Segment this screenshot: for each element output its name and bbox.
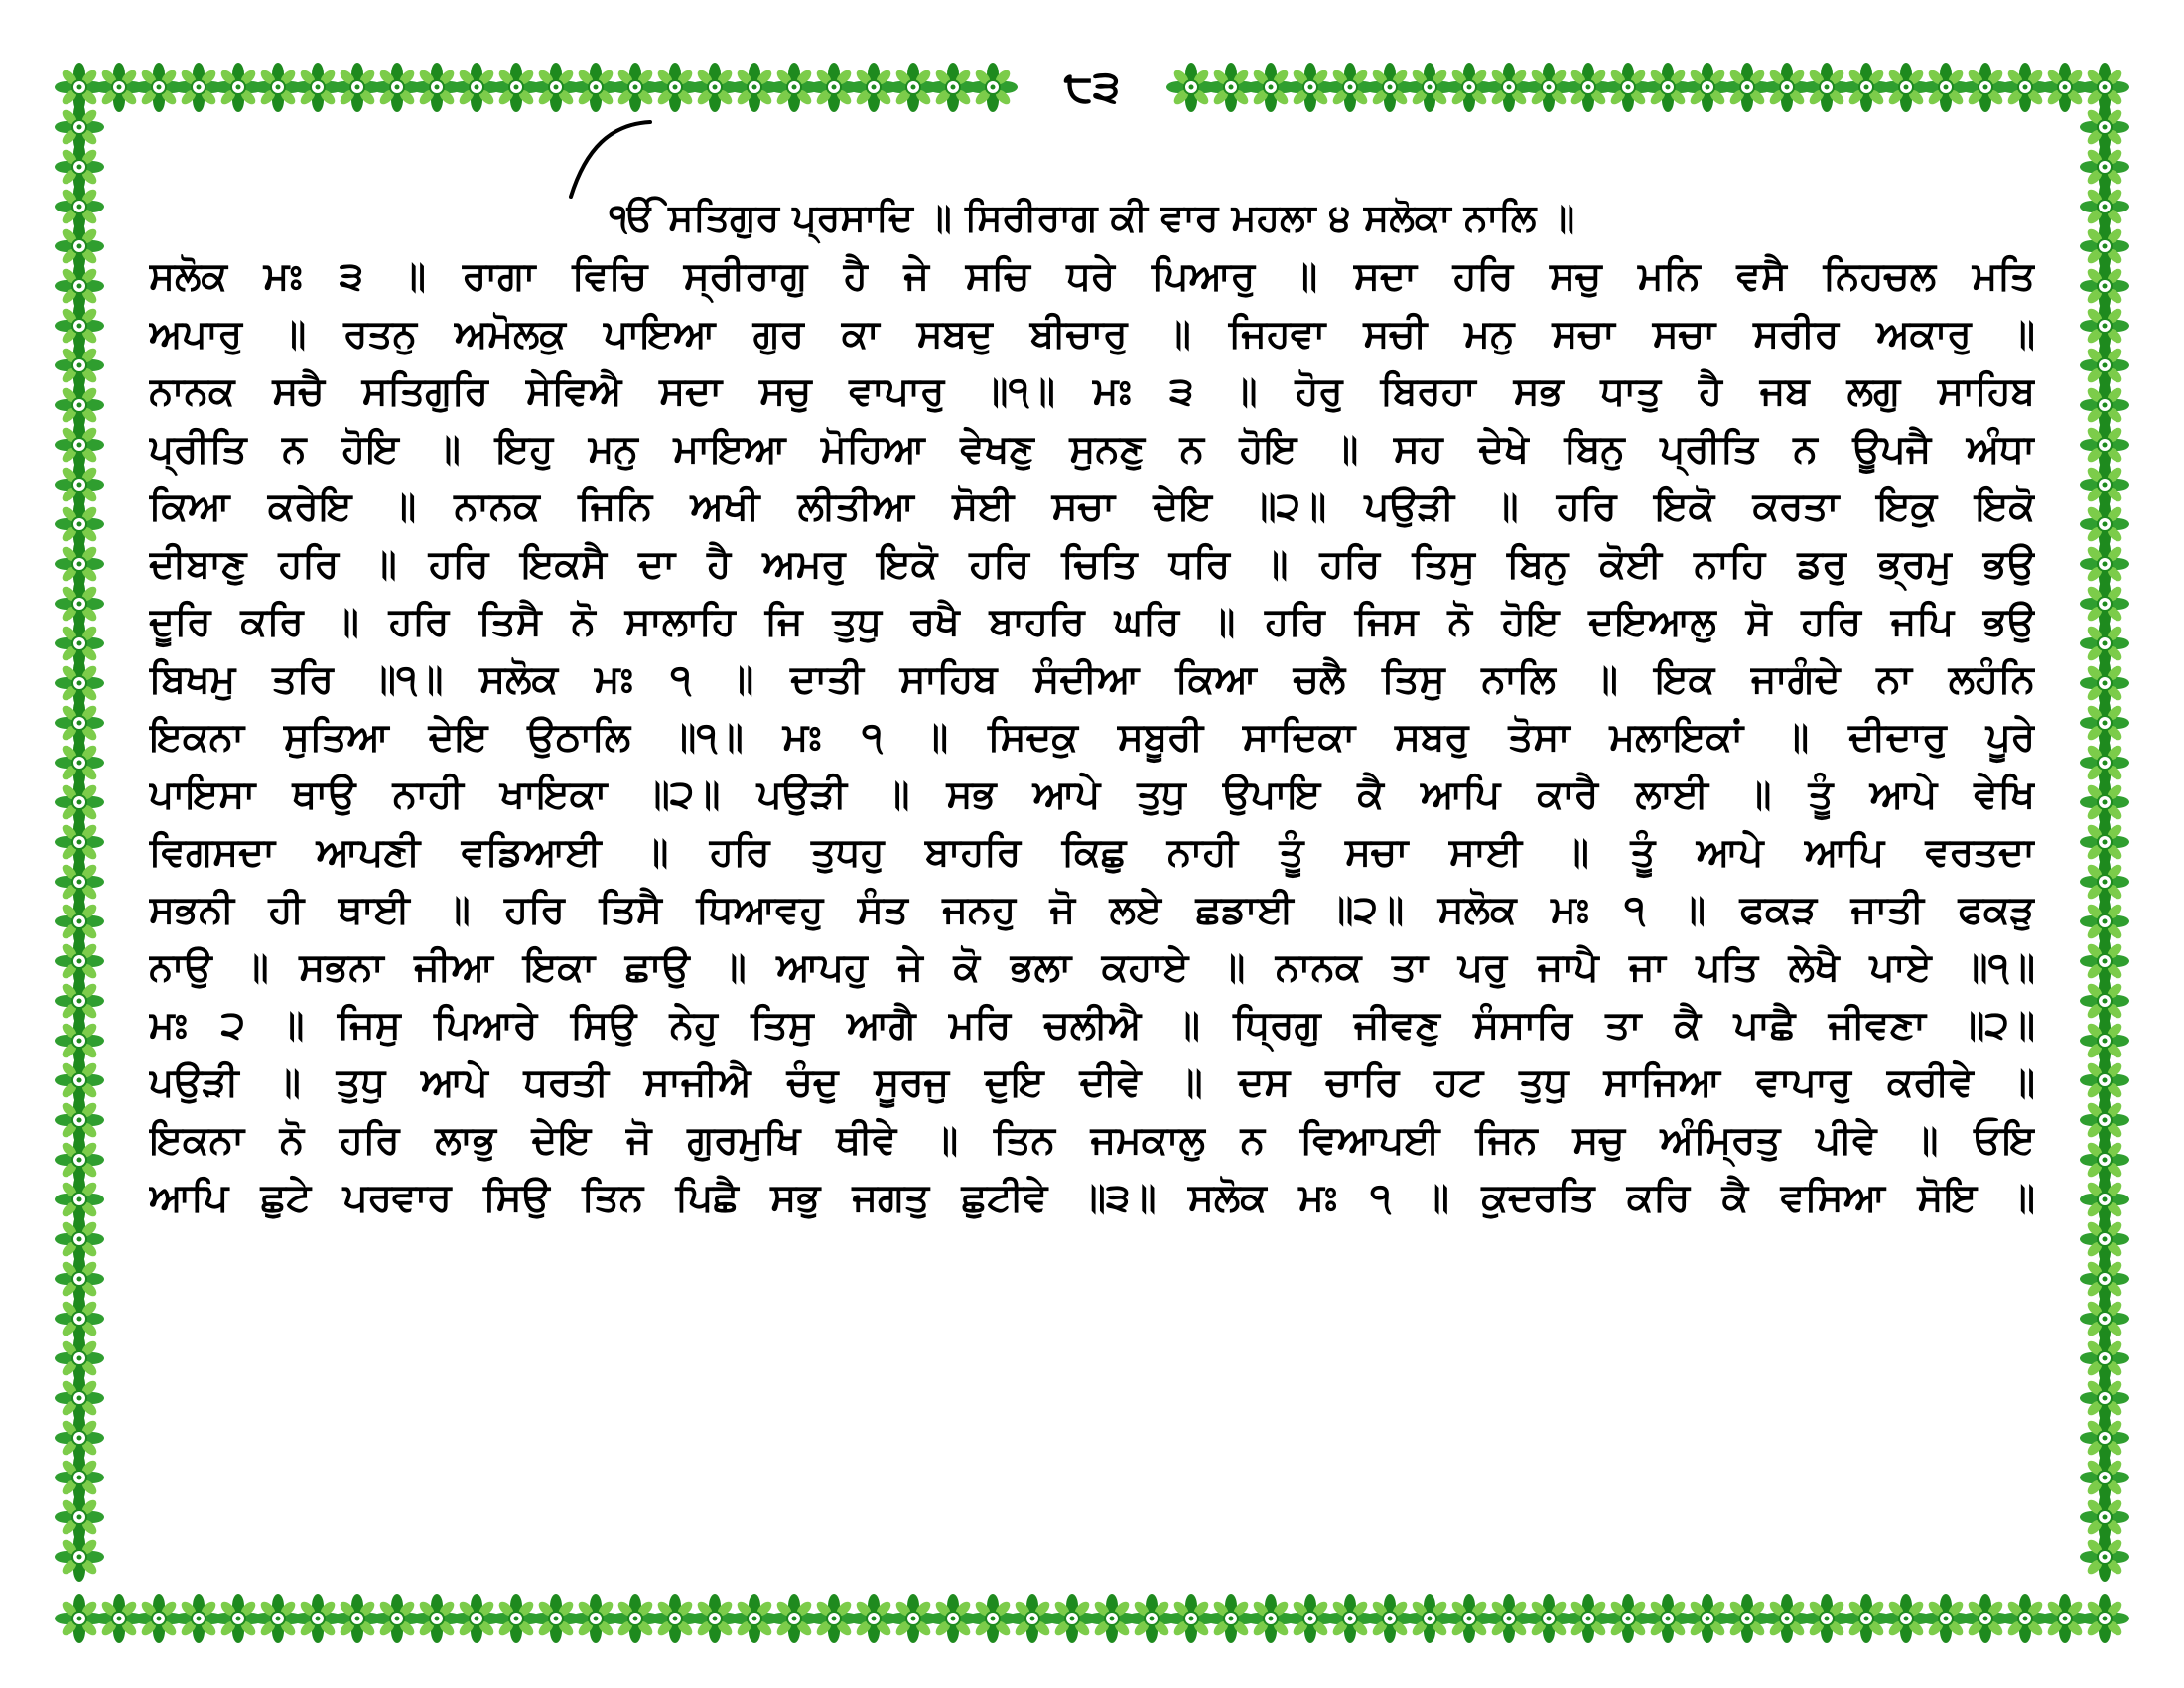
verse-line: ਕਿਆ ਕਰੇਇ ॥ ਨਾਨਕ ਜਿਨਿ ਅਖੀ ਲੀਤੀਆ ਸੋਈ ਸਚਾ ਦੇਇ ॥੨॥ ਪਉੜੀ ॥ ਹਰਿ ਇਕੋ ਕਰਤਾ ਇਕੁ ਇਕੋ <box>149 485 2035 529</box>
verse-line: ਅਪਾਰੁ ॥ ਰਤਨੁ ਅਮੋਲਕੁ ਪਾਇਆ ਗੁਰ ਕਾ ਸਬਦੁ ਬੀਚਾਰੁ ॥ ਜਿਹਵਾ ਸਚੀ ਮਨੁ ਸਚਾ ਸਚਾ ਸਰੀਰ ਅਕਾਰੁ ॥ <box>149 312 2035 356</box>
floral-leaf-icon <box>2080 1532 2129 1582</box>
scripture-text <box>149 189 2035 1479</box>
verse-line: ਆਪਿ ਛੁਟੇ ਪਰਵਾਰ ਸਿਉ ਤਿਨ ਪਿਛੈ ਸਭੁ ਜਗਤੁ ਛੁਟੀਵੇ ॥੩॥ ਸਲੋਕ ਮਃ ੧ ॥ ਕੁਦਰਤਿ ਕਰਿ ਕੈ ਵਸਿਆ ਸੋਇ ॥ <box>149 1176 2035 1220</box>
floral-leaf-icon <box>55 1532 104 1582</box>
verse-lines <box>149 248 2035 1227</box>
verse-line: ਮਃ ੨ ॥ ਜਿਸੁ ਪਿਆਰੇ ਸਿਉ ਨੇਹੁ ਤਿਸੁ ਆਗੈ ਮਰਿ ਚਲੀਐ ॥ ਧ੍ਰਿਗੁ ਜੀਵਣੁ ਸੰਸਾਰਿ ਤਾ ਕੈ ਪਾਛੈ ਜੀਵਣਾ ॥੨॥ <box>149 1003 2035 1048</box>
verse-line: ਬਿਖਮੁ ਤਰਿ ॥੧॥ ਸਲੋਕ ਮਃ ੧ ॥ ਦਾਤੀ ਸਾਹਿਬ ਸੰਦੀਆ ਕਿਆ ਚਲੈ ਤਿਸੁ ਨਾਲਿ ॥ ਇਕ ਜਾਗੰਦੇ ਨਾ ਲਹੰਨਿ <box>149 657 2035 702</box>
verse-line: ਇਕਨਾ ਸੁਤਿਆ ਦੇਇ ਉਠਾਲਿ ॥੧॥ ਮਃ ੧ ॥ ਸਿਦਕੁ ਸਬੂਰੀ ਸਾਦਿਕਾ ਸਬਰੁ ਤੋਸਾ ਮਲਾਇਕਾਂ ॥ ਦੀਦਾਰੁ ਪੂਰੇ <box>149 715 2035 760</box>
verse-line: ਨਾਉ ॥ ਸਭਨਾ ਜੀਆ ਇਕਾ ਛਾਉ ॥ ਆਪਹੁ ਜੇ ਕੋ ਭਲਾ ਕਹਾਏ ॥ ਨਾਨਕ ਤਾ ਪਰੁ ਜਾਪੈ ਜਾ ਪਤਿ ਲੇਖੈ ਪਾਏ ॥੧॥ <box>149 945 2035 990</box>
page-heading: ੴ ਸਤਿਗੁਰ ਪ੍ਰਸਾਦਿ ॥ ਸਿਰੀਰਾਗ ਕੀ ਵਾਰ ਮਹਲਾ ੪ ਸਲੋਕਾ ਨਾਲਿ ॥ <box>609 196 1575 239</box>
verse-line: ਨਾਨਕ ਸਚੈ ਸਤਿਗੁਰਿ ਸੇਵਿਐ ਸਦਾ ਸਚੁ ਵਾਪਾਰੁ ॥੧॥ ਮਃ ੩ ॥ ਹੋਰੁ ਬਿਰਹਾ ਸਭ ਧਾਤੁ ਹੈ ਜਬ ਲਗੁ ਸਾਹਿਬ <box>149 369 2035 414</box>
page-number: ੮੩ <box>1063 62 1121 112</box>
ek-onkar-arc-icon <box>566 119 655 199</box>
verse-line: ਦੂਰਿ ਕਰਿ ॥ ਹਰਿ ਤਿਸੈ ਨੋ ਸਾਲਾਹਿ ਜਿ ਤੁਧੁ ਰਖੈ ਬਾਹਰਿ ਘਰਿ ॥ ਹਰਿ ਜਿਸ ਨੋ ਹੋਇ ਦਇਆਲੁ ਸੋ ਹਰਿ ਜਪਿ ਭਉ <box>149 600 2035 644</box>
floral-leaf-icon <box>2080 1594 2129 1643</box>
verse-line: ਦੀਬਾਣੁ ਹਰਿ ॥ ਹਰਿ ਇਕਸੈ ਦਾ ਹੈ ਅਮਰੁ ਇਕੋ ਹਰਿ ਚਿਤਿ ਧਰਿ ॥ ਹਰਿ ਤਿਸੁ ਬਿਨੁ ਕੋਈ ਨਾਹਿ ਡਰੁ ਭ੍ਰਮੁ ਭਉ <box>149 542 2035 587</box>
verse-line: ਵਿਗਸਦਾ ਆਪਣੀ ਵਡਿਆਈ ॥ ਹਰਿ ਤੁਧਹੁ ਬਾਹਰਿ ਕਿਛੁ ਨਾਹੀ ਤੂੰ ਸਚਾ ਸਾਈ ॥ ਤੂੰ ਆਪੇ ਆਪਿ ਵਰਤਦਾ <box>149 830 2035 875</box>
verse-line: ਸਲੋਕ ਮਃ ੩ ॥ ਰਾਗਾ ਵਿਚਿ ਸ੍ਰੀਰਾਗੁ ਹੈ ਜੇ ਸਚਿ ਧਰੇ ਪਿਆਰੁ ॥ ਸਦਾ ਹਰਿ ਸਚੁ ਮਨਿ ਵਸੈ ਨਿਹਚਲ ਮਤਿ <box>149 254 2035 299</box>
verse-line: ਪ੍ਰੀਤਿ ਨ ਹੋਇ ॥ ਇਹੁ ਮਨੁ ਮਾਇਆ ਮੋਹਿਆ ਵੇਖਣੁ ਸੁਨਣੁ ਨ ਹੋਇ ॥ ਸਹ ਦੇਖੇ ਬਿਨੁ ਪ੍ਰੀਤਿ ਨ ਊਪਜੈ ਅੰਧਾ <box>149 427 2035 472</box>
verse-line: ਇਕਨਾ ਨੋ ਹਰਿ ਲਾਭੁ ਦੇਇ ਜੋ ਗੁਰਮੁਖਿ ਥੀਵੇ ॥ ਤਿਨ ਜਮਕਾਲੁ ਨ ਵਿਆਪਈ ਜਿਨ ਸਚੁ ਅੰਮ੍ਰਿਤੁ ਪੀਵੇ ॥ ਓਇ <box>149 1118 2035 1163</box>
verse-line: ਸਭਨੀ ਹੀ ਥਾਈ ॥ ਹਰਿ ਤਿਸੈ ਧਿਆਵਹੁ ਸੰਤ ਜਨਹੁ ਜੋ ਲਏ ਛਡਾਈ ॥੨॥ ਸਲੋਕ ਮਃ ੧ ॥ ਫਕੜ ਜਾਤੀ ਫਕੜੁ <box>149 888 2035 932</box>
verse-line: ਪਉੜੀ ॥ ਤੁਧੁ ਆਪੇ ਧਰਤੀ ਸਾਜੀਐ ਚੰਦੁ ਸੂਰਜੁ ਦੁਇ ਦੀਵੇ ॥ ਦਸ ਚਾਰਿ ਹਟ ਤੁਧੁ ਸਾਜਿਆ ਵਾਪਾਰੁ ਕਰੀਵੇ ॥ <box>149 1060 2035 1105</box>
verse-line: ਪਾਇਸਾ ਥਾਉ ਨਾਹੀ ਖਾਇਕਾ ॥੨॥ ਪਉੜੀ ॥ ਸਭ ਆਪੇ ਤੁਧੁ ਉਪਾਇ ਕੈ ਆਪਿ ਕਾਰੈ ਲਾਈ ॥ ਤੂੰ ਆਪੇ ਵੇਖਿ <box>149 773 2035 817</box>
